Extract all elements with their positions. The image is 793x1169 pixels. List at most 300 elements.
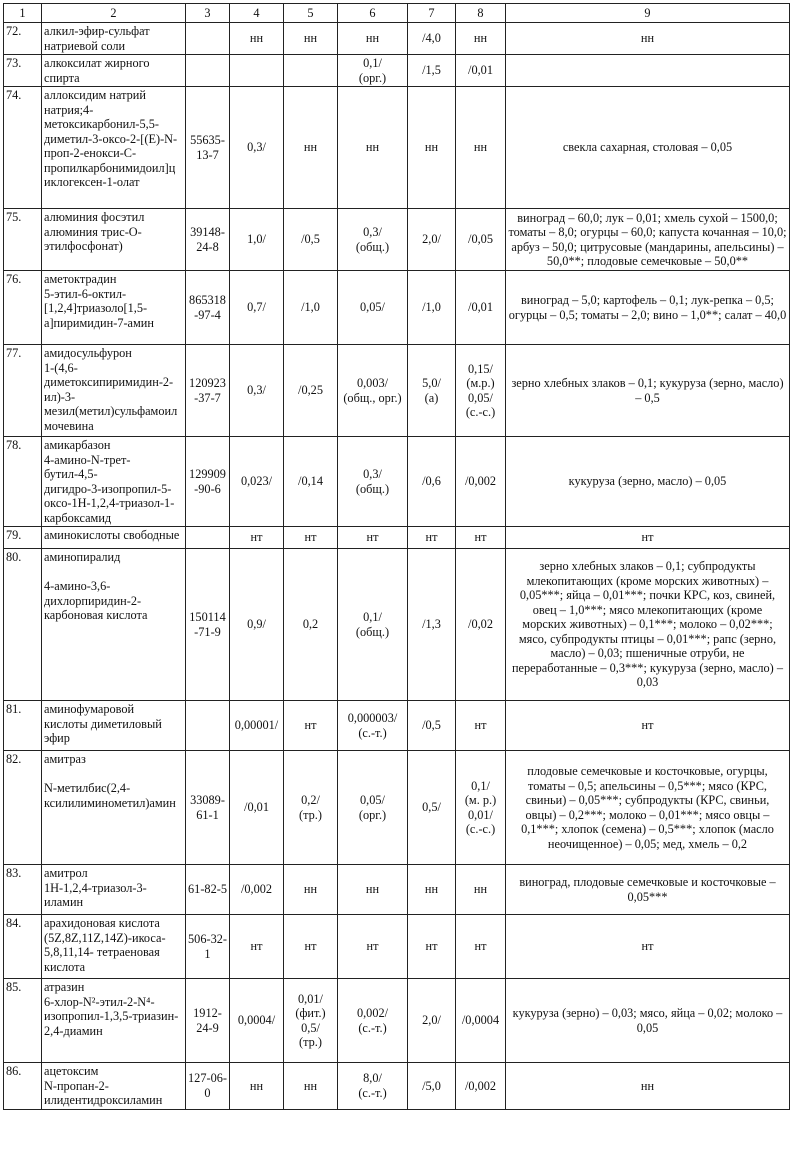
- cell-line: эфир: [44, 731, 70, 745]
- cell-line: кукуруза (зерно, масло) – 0,05: [568, 474, 727, 489]
- cell-line: 50,0**; плодовые семечковые – 50,0**: [546, 254, 749, 268]
- cell-line: (тр.): [299, 807, 322, 822]
- table-row: [4, 55, 790, 87]
- cas-number: [186, 701, 230, 751]
- cell-line: 0,000003/: [347, 711, 398, 725]
- cell-line: нт: [304, 530, 317, 545]
- food-residue-limits: [506, 1063, 790, 1110]
- cell-line: [1,2,4]триазоло[1,5-: [44, 301, 148, 315]
- cell-line: 24-8: [196, 239, 219, 254]
- column-header-row: [4, 4, 790, 23]
- cas-number: [186, 549, 230, 701]
- cell-line: /0,02: [468, 617, 493, 632]
- row-number: 79.: [4, 527, 42, 549]
- row-number: 82.: [4, 751, 42, 865]
- cell-line: нт: [641, 718, 654, 733]
- cell-line: амикарбазон: [44, 438, 111, 452]
- cell-line: 2,0/: [422, 1013, 441, 1028]
- limit-col-5: [284, 55, 338, 87]
- table-row: [4, 437, 790, 527]
- row-number: 73.: [4, 55, 42, 87]
- table-row: [4, 701, 790, 751]
- limit-col-7: [408, 87, 456, 209]
- cell-line: 127-06-: [188, 1071, 227, 1086]
- cell-line: изопропил-1,3,5-триазин-: [44, 1009, 179, 1023]
- column-header: 9: [506, 4, 790, 23]
- cell-line: нт: [366, 939, 379, 954]
- cell-line: 2,0/: [422, 232, 441, 247]
- food-residue-limits: [506, 271, 790, 345]
- limit-col-8: [456, 527, 506, 549]
- cas-number: [186, 437, 230, 527]
- limit-col-4: [230, 1063, 284, 1110]
- cell-line: этилфосфонат): [44, 239, 123, 253]
- cell-line: нн: [303, 31, 318, 46]
- cell-line: 0,05/: [360, 300, 385, 315]
- cell-line: переработанные – 0,3***; кукуруза (зерно, масло) –: [511, 660, 784, 675]
- cell-line: 0,05***; яйца – 0,01***; почки КРС, коз, свиней,: [519, 588, 776, 603]
- cas-number: [186, 87, 230, 209]
- limit-col-7: [408, 549, 456, 701]
- food-residue-limits: [506, 701, 790, 751]
- cell-line: 0,05***: [627, 889, 668, 904]
- column-header: 4: [230, 4, 284, 23]
- row-number: 85.: [4, 979, 42, 1063]
- cas-number: [186, 209, 230, 271]
- cell-line: кукуруза (зерно) – 0,03; мясо, яйца – 0,02; молоко –: [512, 1006, 783, 1020]
- cell-line: (общ.): [355, 239, 390, 254]
- substance-name: [42, 55, 186, 87]
- cell-line: 150114: [189, 610, 226, 624]
- cas-number: [186, 527, 230, 549]
- cell-line: /0,14: [298, 474, 323, 489]
- cell-line: дигидро-3-изопропил-5-: [44, 481, 172, 496]
- cell-line: ил)-3-: [44, 389, 76, 404]
- limit-col-4: [230, 23, 284, 55]
- limit-col-7: [408, 271, 456, 345]
- cell-line: (с.-т.): [358, 725, 387, 740]
- cell-line: /0,01: [244, 800, 269, 815]
- column-header: 5: [284, 4, 338, 23]
- cell-line: N-метилбис(2,4-: [44, 781, 131, 795]
- cell-line: неочищенное) – 0,05; мед, хмель – 0,2: [547, 836, 748, 851]
- cell-line: (с.-с.): [465, 405, 496, 419]
- cell-line: нн: [473, 882, 488, 897]
- substance-name: [42, 87, 186, 209]
- limit-col-8: [456, 209, 506, 271]
- limit-col-4: [230, 979, 284, 1063]
- cell-line: /0,002: [464, 474, 497, 489]
- limit-col-8: [456, 915, 506, 979]
- cell-line: 1912-: [193, 1006, 222, 1020]
- cell-line: 0,5/: [301, 1020, 320, 1035]
- cell-line: 39148-: [190, 225, 225, 239]
- limit-col-7: [408, 437, 456, 527]
- cell-line: виноград – 5,0; картофель – 0,1; лук-репка – 0,5;: [521, 293, 774, 307]
- cell-line: /0,01: [468, 63, 493, 78]
- cell-line: алкоксилат жирного: [44, 56, 150, 70]
- cell-line: /0,5: [422, 718, 441, 733]
- cell-line: кислота: [44, 959, 86, 974]
- limit-col-4: [230, 549, 284, 701]
- cas-number: [186, 55, 230, 87]
- cell-line: a]пиримидин-7-амин: [44, 315, 154, 330]
- cell-line: (орг.): [358, 70, 387, 85]
- cell-line: 0,1/: [363, 56, 382, 70]
- table-row: [4, 87, 790, 209]
- cell-line: – 0,5: [635, 390, 660, 405]
- cas-number: [186, 345, 230, 437]
- cell-line: нн: [424, 140, 439, 155]
- cell-line: /0,5: [301, 232, 320, 247]
- row-number: 81.: [4, 701, 42, 751]
- substance-name: [42, 701, 186, 751]
- column-header: 8: [456, 4, 506, 23]
- cell-line: нт: [474, 718, 487, 733]
- cell-line: (с.-с.): [465, 822, 496, 836]
- table-row: [4, 549, 790, 701]
- cell-line: 4-амино-3,6-: [44, 579, 111, 593]
- cell-line: натриевой соли: [44, 38, 126, 53]
- table-row: [4, 23, 790, 55]
- cell-line: нт: [366, 530, 379, 545]
- limit-col-8: [456, 979, 506, 1063]
- cell-line: ксилилиминометил)амин: [44, 795, 176, 810]
- cell-line: /1,0: [422, 300, 441, 315]
- limit-col-4: [230, 915, 284, 979]
- cell-line: диметил-3-оксо-2-[(Е)-N-: [44, 131, 178, 146]
- cell-line: 2,4-диамин: [44, 1023, 103, 1038]
- cell-line: (орг.): [358, 807, 387, 822]
- limit-col-8: [456, 751, 506, 865]
- cell-line: 0,3/: [247, 383, 266, 398]
- cell-line: (м. р.): [464, 793, 497, 807]
- limit-col-5: [284, 701, 338, 751]
- cell-line: алюминия трис-О-: [44, 224, 142, 239]
- cell-line: /0,01: [468, 300, 493, 315]
- cell-line: нн: [365, 31, 380, 46]
- limit-col-7: [408, 23, 456, 55]
- cell-line: /1,3: [422, 617, 441, 632]
- cell-line: 0,7/: [247, 300, 266, 315]
- cell-line: [44, 565, 183, 580]
- food-residue-limits: [506, 87, 790, 209]
- table-row: [4, 1063, 790, 1110]
- limit-col-4: [230, 345, 284, 437]
- limit-col-6: [338, 979, 408, 1063]
- cell-line: диметоксипиримидин-2-: [44, 375, 174, 389]
- substance-name: [42, 271, 186, 345]
- cell-line: /0,6: [422, 474, 441, 489]
- food-residue-limits: [506, 437, 790, 527]
- cell-line: 0,2: [302, 617, 319, 632]
- cell-line: нн: [303, 140, 318, 155]
- limit-col-8: [456, 23, 506, 55]
- row-number: 78.: [4, 437, 42, 527]
- cell-line: мезил(метил)сульфамоил: [44, 404, 178, 418]
- substance-name: [42, 549, 186, 701]
- food-residue-limits: [506, 751, 790, 865]
- limit-col-6: [338, 1063, 408, 1110]
- cell-line: иклогексен-1-олат: [44, 175, 140, 189]
- cell-line: арахидоновая кислота: [44, 916, 160, 930]
- column-header: 2: [42, 4, 186, 23]
- cell-line: нн: [365, 882, 380, 897]
- cell-line: 0,05/: [360, 793, 385, 807]
- cell-line: иламин: [44, 895, 84, 909]
- cell-line: 0,00001/: [234, 718, 279, 733]
- limit-col-6: [338, 915, 408, 979]
- cell-line: нн: [303, 1078, 318, 1093]
- limit-col-7: [408, 527, 456, 549]
- cell-line: N-пропан-2-: [44, 1078, 109, 1093]
- cell-line: свекла сахарная, столовая – 0,05: [562, 140, 733, 155]
- cell-line: 0,03: [636, 675, 659, 690]
- cell-line: 0,5/: [422, 800, 441, 815]
- cell-line: нн: [424, 882, 439, 897]
- limit-col-7: [408, 751, 456, 865]
- cell-line: проп-2-енокси-С-: [44, 146, 137, 160]
- cell-line: нт: [474, 530, 487, 545]
- cell-line: нт: [304, 939, 317, 954]
- limit-col-6: [338, 751, 408, 865]
- cell-line: аминокислоты свободные: [44, 528, 180, 542]
- substance-name: [42, 23, 186, 55]
- cell-line: 1Н-1,2,4-триазол-3-: [44, 880, 147, 895]
- cell-line: 5-этил-6-октил-: [44, 286, 127, 301]
- cell-line: илидентидроксиламин: [44, 1093, 163, 1107]
- limit-col-8: [456, 1063, 506, 1110]
- cell-line: нт: [250, 939, 263, 954]
- cell-line: 129909: [189, 467, 226, 481]
- substance-name: [42, 209, 186, 271]
- cell-line: 0,15/: [468, 361, 493, 376]
- cell-line: -90-6: [194, 481, 221, 496]
- limit-col-5: [284, 437, 338, 527]
- cell-line: зерно хлебных злаков – 0,1; кукуруза (зерно, масло): [511, 376, 784, 390]
- limit-col-7: [408, 345, 456, 437]
- limit-col-4: [230, 87, 284, 209]
- cell-line: виноград – 60,0; лук – 0,01; хмель сухой – 1500,0;: [517, 210, 778, 225]
- limit-col-7: [408, 1063, 456, 1110]
- cell-line: -37-7: [194, 390, 221, 405]
- cell-line: аллоксидим натрий: [44, 88, 146, 102]
- cas-number: [186, 979, 230, 1063]
- cell-line: амидосульфурон: [44, 346, 132, 360]
- food-residue-limits: [506, 345, 790, 437]
- cell-line: /0,05: [468, 232, 493, 247]
- substance-name: [42, 1063, 186, 1110]
- table-row: [4, 979, 790, 1063]
- cell-line: 0,1/: [363, 610, 382, 624]
- cell-line: оксо-1Н-1,2,4-триазол-1-: [44, 496, 175, 510]
- cell-line: мясо, субпродукты птицы – 0,01***; рапс (зерно,: [518, 631, 777, 646]
- limit-col-6: [338, 527, 408, 549]
- cell-line: нн: [303, 882, 318, 897]
- cell-line: 120923: [189, 376, 226, 390]
- cell-line: /0,0004: [461, 1013, 500, 1028]
- limit-col-4: [230, 209, 284, 271]
- substance-name: [42, 865, 186, 915]
- limit-col-8: [456, 701, 506, 751]
- cas-number: [186, 915, 230, 979]
- cell-line: амитраз: [44, 752, 86, 766]
- cell-line: овец – 1,0***; мясо млекопитающих (кроме: [532, 602, 763, 617]
- substance-name: [42, 915, 186, 979]
- cas-number: [186, 865, 230, 915]
- limit-col-5: [284, 345, 338, 437]
- cell-line: 0,3/: [363, 467, 382, 481]
- limit-col-8: [456, 437, 506, 527]
- cell-line: морских животных) – 0,1***; молоко – 0,02***;: [522, 617, 773, 632]
- limit-col-6: [338, 55, 408, 87]
- limit-col-4: [230, 437, 284, 527]
- limit-col-5: [284, 979, 338, 1063]
- cell-line: алюминия фосэтил: [44, 210, 145, 224]
- cell-line: 0,2/: [301, 793, 320, 807]
- cell-line: 0: [204, 1085, 211, 1100]
- cas-number: [186, 751, 230, 865]
- row-number: 84.: [4, 915, 42, 979]
- limit-col-5: [284, 527, 338, 549]
- limit-col-7: [408, 55, 456, 87]
- table-row: [4, 271, 790, 345]
- cell-line: 61-1: [196, 807, 219, 822]
- cas-number: [186, 271, 230, 345]
- cell-line: нт: [641, 530, 654, 545]
- limit-col-6: [338, 345, 408, 437]
- cell-line: /4,0: [422, 31, 441, 46]
- cell-line: /5,0: [422, 1078, 441, 1093]
- cell-line: спирта: [44, 70, 80, 85]
- limit-col-4: [230, 701, 284, 751]
- cell-line: 0,05/: [468, 390, 493, 405]
- cell-line: аметоктрадин: [44, 272, 117, 286]
- row-number: 75.: [4, 209, 42, 271]
- limit-col-4: [230, 271, 284, 345]
- cell-line: 0,1***; хлопок (семена) – 0,5***; хлопок (масло: [521, 822, 774, 836]
- cell-line: 0,0004/: [237, 1013, 276, 1028]
- substance-name: [42, 437, 186, 527]
- cas-number: [186, 1063, 230, 1110]
- limit-col-5: [284, 23, 338, 55]
- limit-col-5: [284, 549, 338, 701]
- cell-line: 1-(4,6-: [44, 360, 78, 375]
- cell-line: карбоновая кислота: [44, 608, 148, 622]
- cell-line: (а): [424, 390, 439, 405]
- cas-number: [186, 23, 230, 55]
- cell-line: алкил-эфир-сульфат: [44, 24, 150, 38]
- cell-line: -71-9: [194, 624, 221, 639]
- table-row: [4, 209, 790, 271]
- cell-line: /0,002: [240, 882, 273, 897]
- cell-line: аминопиралид: [44, 550, 121, 564]
- cell-line: (с.-т.): [358, 1085, 387, 1100]
- column-header: 3: [186, 4, 230, 23]
- cell-line: свиньи) – 0,05***; субпродукты (КРС, свиньи,: [525, 793, 770, 807]
- cell-line: 1: [204, 946, 211, 961]
- cell-line: 0,3/: [363, 225, 382, 239]
- cell-line: плодовые семечковые и косточковые, огурцы,: [527, 764, 768, 778]
- cell-line: /1,5: [422, 63, 441, 78]
- cell-line: (м.р.): [466, 376, 495, 390]
- cell-line: 6-хлор-N²-этил-2-N⁴-: [44, 994, 155, 1009]
- cell-line: (общ.): [355, 481, 390, 496]
- cell-line: нт: [474, 939, 487, 954]
- cell-line: зерно хлебных злаков – 0,1; субпродукты: [539, 559, 756, 574]
- row-number: 76.: [4, 271, 42, 345]
- cell-line: нн: [640, 1078, 655, 1093]
- cell-line: атразин: [44, 980, 85, 994]
- column-header: 7: [408, 4, 456, 23]
- cell-line: (с.-т.): [358, 1020, 387, 1035]
- limit-col-8: [456, 345, 506, 437]
- row-number: 83.: [4, 865, 42, 915]
- limit-col-5: [284, 1063, 338, 1110]
- limit-col-8: [456, 865, 506, 915]
- row-number: 72.: [4, 23, 42, 55]
- limit-col-5: [284, 915, 338, 979]
- limit-col-6: [338, 865, 408, 915]
- cell-line: огурцы – 0,5; томаты – 2,0; вино – 1,0**; салат – 40,0: [508, 307, 787, 322]
- cell-line: пропилкарбонимидоил]ц: [44, 160, 176, 175]
- cell-line: нн: [249, 1078, 264, 1093]
- limit-col-7: [408, 915, 456, 979]
- limit-col-6: [338, 271, 408, 345]
- limit-col-4: [230, 751, 284, 865]
- limit-col-8: [456, 271, 506, 345]
- cell-line: метоксикарбонил-5,5-: [44, 117, 159, 131]
- limit-col-7: [408, 701, 456, 751]
- cell-line: 4-амино-N-трет-бутил-4,5-: [44, 452, 131, 481]
- substance-name: [42, 527, 186, 549]
- limit-col-6: [338, 23, 408, 55]
- cell-line: 1,0/: [247, 232, 266, 247]
- cell-line: 0,9/: [247, 617, 266, 632]
- cell-line: 0,01/: [298, 991, 323, 1006]
- cell-line: нн: [640, 31, 655, 46]
- cell-line: виноград, плодовые семечковые и косточковые –: [519, 875, 776, 889]
- food-residue-limits: [506, 979, 790, 1063]
- cell-line: 0,023/: [240, 474, 273, 489]
- limit-col-8: [456, 549, 506, 701]
- limit-col-5: [284, 751, 338, 865]
- cell-line: 13-7: [196, 147, 219, 162]
- cell-line: 0,002/: [356, 1006, 389, 1020]
- limit-col-5: [284, 865, 338, 915]
- cell-line: натрия;4-: [44, 102, 94, 117]
- cell-line: 0,01/: [468, 807, 493, 822]
- table-row: [4, 527, 790, 549]
- cell-line: томаты – 0,5; апельсины – 0,5***; мясо (КРС,: [527, 778, 767, 793]
- food-residue-limits: [506, 23, 790, 55]
- table-row: [4, 751, 790, 865]
- cell-line: 865318: [189, 293, 226, 307]
- food-residue-limits: [506, 549, 790, 701]
- food-residue-limits: [506, 527, 790, 549]
- cell-line: 61-82-5: [188, 882, 227, 897]
- cell-line: (тр.): [299, 1035, 322, 1049]
- limit-col-4: [230, 865, 284, 915]
- row-number: 80.: [4, 549, 42, 701]
- cell-line: /1,0: [301, 300, 320, 315]
- cell-line: амитрол: [44, 866, 88, 880]
- row-number: 77.: [4, 345, 42, 437]
- cell-line: -97-4: [194, 307, 221, 322]
- food-residue-limits: [506, 865, 790, 915]
- cell-line: аминофумаровой: [44, 702, 135, 716]
- cell-line: масло) – 0,03; пшеничные отруби, не: [550, 646, 745, 661]
